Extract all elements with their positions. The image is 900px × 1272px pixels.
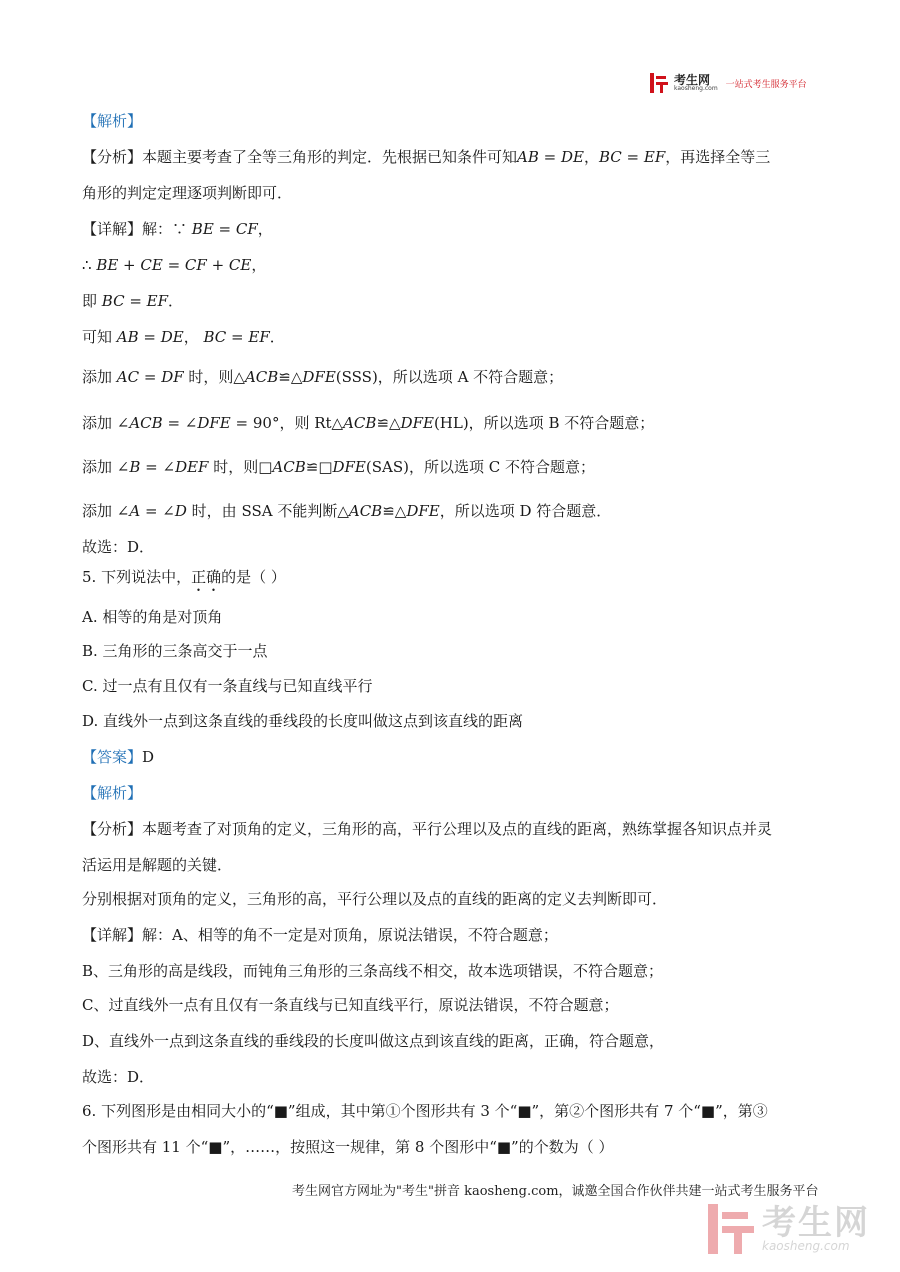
watermark-logo [708,1204,870,1254]
section-jiexi: 【解析】 [82,112,143,130]
logo-brand-cn: 考生网 [674,73,711,87]
kaosheng-logo-icon [650,73,668,93]
detail-line-3: 即 BC = EF． [82,292,184,310]
analysis2-line-3: 分别根据对顶角的定义，三角形的高，平行公理以及点的直线的距离的定义去判断即可． [82,890,668,908]
detail2-line-5: 故选：D． [82,1068,155,1086]
question-5-stem: 5. 下列说法中，正确的是（ ） [82,568,286,586]
analysis-line-1: 【分析】本题主要考查了全等三角形的判定．先根据已知条件可知AB = DE，BC = EF，再选择全等三 [82,148,771,166]
watermark-brand-cn: 考生网 [762,1203,870,1243]
detail2-line-4: D、直线外一点到这条直线的垂线段的长度叫做这点到该直线的距离，正确，符合题意， [82,1032,665,1050]
detail-line-8: 添加 ∠A = ∠D 时，由 SSA 不能判断△ACB≌△DFE，所以选项 D 符合题意． [82,502,612,520]
detail2-line-3: C、过直线外一点有且仅有一条直线与已知直线平行，原说法错误，不符合题意； [82,996,619,1014]
detail-line-4: 可知 AB = DE， BC = EF． [82,328,285,346]
watermark-logo-icon [708,1204,754,1254]
question-5-option-a: A. 相等的角是对顶角 [82,608,223,626]
question-5-option-c: C. 过一点有且仅有一条直线与已知直线平行 [82,677,373,695]
section-jiexi-2: 【解析】 [82,784,143,802]
detail2-line-2: B、三角形的高是线段，而钝角三角形的三条高线不相交，故本选项错误，不符合题意； [82,962,664,980]
detail-line-5: 添加 AC = DF 时，则△ACB≌△DFE(SSS)，所以选项 A 不符合题意； [82,368,564,386]
question-5-option-d: D. 直线外一点到这条直线的垂线段的长度叫做这点到该直线的距离 [82,712,524,730]
detail-line-1: 【详解】解：∵ BE = CF， [82,220,273,238]
analysis2-line-1: 【分析】本题考查了对顶角的定义，三角形的高，平行公理以及点的直线的距离，熟练掌握各知识点并灵 [82,820,773,838]
detail-line-6: 添加 ∠ACB = ∠DFE = 90°，则 Rt△ACB≌△DFE(HL)，所以选项 B 不符合题意； [82,414,655,432]
analysis2-line-2: 活运用是解题的关键． [82,856,233,874]
logo-brand-en: kaosheng.com [674,85,718,92]
watermark-brand-en: kaosheng.com [762,1239,850,1253]
logo-slogan: 一站式考生服务平台 [725,79,807,90]
answer-line: 【答案】D [82,748,155,766]
footer-text: 考生网官方网址为"考生"拼音 kaosheng.com，诚邀全国合作伙伴共建一站式考生服务平台 [292,1184,819,1199]
detail-line-2: ∴ BE + CE = CF + CE， [82,256,267,274]
detail2-line-1: 【详解】解：A、相等的角不一定是对顶角，原说法错误，不符合题意； [82,926,558,944]
question-5-option-b: B. 三角形的三条高交于一点 [82,642,268,660]
question-6-line-2: 个图形共有 11 个“■”，……，按照这一规律，第 8 个图形中“■”的个数为（ ） [82,1138,614,1156]
header-logo [650,72,807,94]
analysis-line-2: 角形的判定定理逐项判断即可． [82,184,293,202]
detail-line-9: 故选：D． [82,538,155,556]
question-6-line-1: 6. 下列图形是由相同大小的“■”组成，其中第①个图形共有 3 个“■”，第②个图形共有 7 个“■”，第③ [82,1102,768,1120]
detail-line-7: 添加 ∠B = ∠DEF 时，则□ACB≌□DFE(SAS)，所以选项 C 不符合题意； [82,458,595,476]
